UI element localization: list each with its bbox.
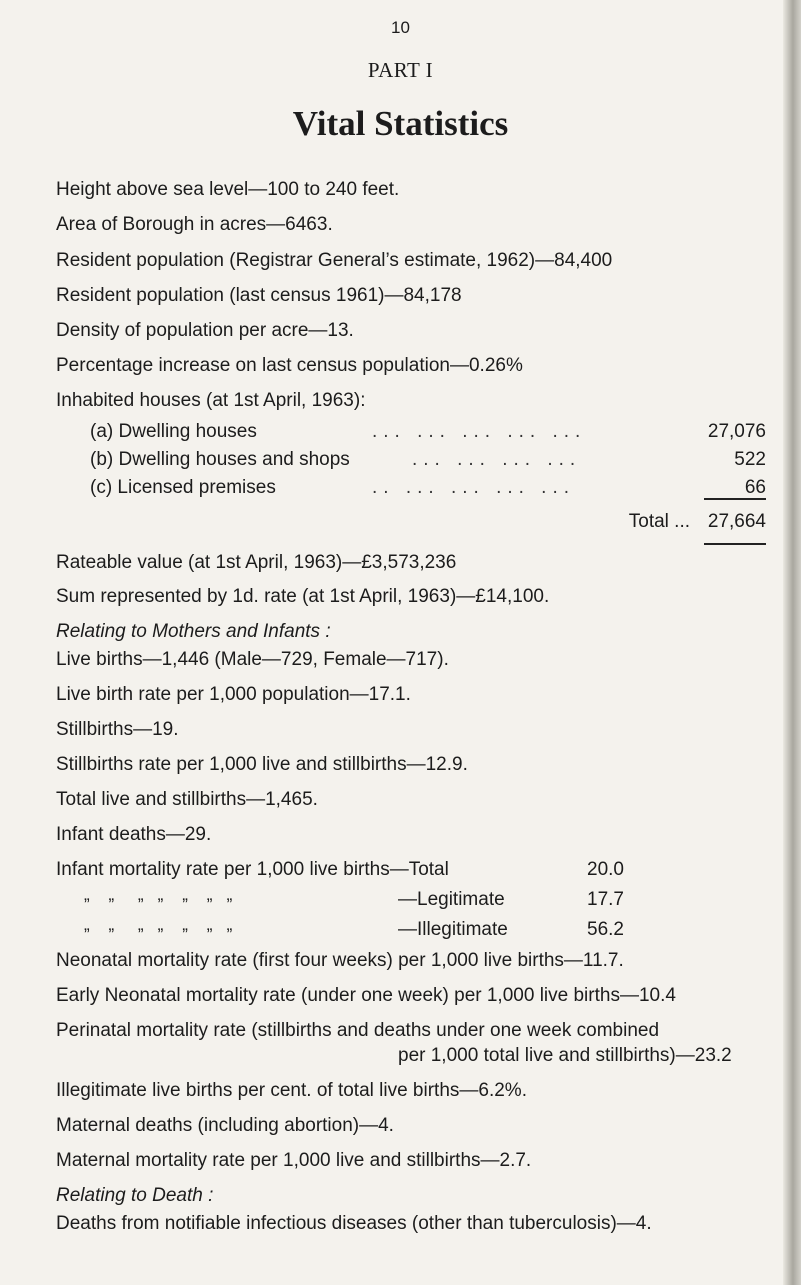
- page-edge-shadow: [783, 0, 801, 1285]
- houses-row-value: 27,076: [707, 421, 766, 442]
- stillbirths-line: Stillbirths—19.: [56, 719, 179, 740]
- subtotal-rule: [704, 498, 766, 500]
- leader-dots: ... ... ... ... ...: [372, 421, 587, 442]
- houses-row-value: 522: [734, 449, 766, 470]
- percentage-increase-line: Percentage increase on last census population—0.26%: [56, 355, 523, 376]
- perinatal-rate-continuation: per 1,000 total live and stillbirths)—23.2: [398, 1045, 732, 1066]
- height-line: Height above sea level—100 to 240 feet.: [56, 179, 400, 200]
- infant-mortality-illegitimate-label: —Illegitimate: [398, 919, 508, 940]
- houses-row-label: (a) Dwelling houses: [90, 421, 257, 442]
- density-line: Density of population per acre—13.: [56, 320, 354, 341]
- leader-dots: .. ... ... ... ...: [372, 477, 576, 498]
- early-neonatal-rate-line: Early Neonatal mortality rate (under one week) per 1,000 live births—10.4: [56, 985, 676, 1006]
- perinatal-rate-line: Perinatal mortality rate (stillbirths and deaths under one week combined: [56, 1020, 660, 1041]
- page-number: 10: [391, 18, 410, 37]
- part-label: PART I: [367, 58, 434, 82]
- mothers-infants-heading: Relating to Mothers and Infants :: [56, 621, 331, 642]
- total-births-line: Total live and stillbirths—1,465.: [56, 789, 318, 810]
- rateable-value-line: Rateable value (at 1st April, 1963)—£3,573,236: [56, 552, 457, 573]
- maternal-deaths-line: Maternal deaths (including abortion)—4.: [56, 1115, 394, 1136]
- houses-row-label: (c) Licensed premises: [90, 477, 276, 498]
- houses-row-label: (b) Dwelling houses and shops: [90, 449, 350, 470]
- page-title: Vital Statistics: [292, 104, 509, 143]
- stillbirth-rate-line: Stillbirths rate per 1,000 live and stillbirths—12.9.: [56, 754, 468, 775]
- infant-mortality-legitimate-label: —Legitimate: [398, 889, 505, 910]
- houses-row-value: 66: [744, 477, 766, 498]
- neonatal-rate-line: Neonatal mortality rate (first four weeks) per 1,000 live births—11.7.: [56, 950, 624, 971]
- total-rule: [704, 543, 766, 545]
- ditto-marks: „ „ „ „ „ „ „: [84, 915, 233, 934]
- illegitimate-births-line: Illegitimate live births per cent. of total live births—6.2%.: [56, 1080, 527, 1101]
- infant-mortality-total-label: Infant mortality rate per 1,000 live births—Total: [56, 859, 449, 880]
- live-birth-rate-line: Live birth rate per 1,000 population—17.1.: [56, 684, 411, 705]
- population-census-line: Resident population (last census 1961)—84,178: [56, 285, 462, 306]
- infant-mortality-legitimate-value: 17.7: [587, 889, 624, 910]
- ditto-marks: „ „ „ „ „ „ „: [84, 885, 233, 904]
- death-heading: Relating to Death :: [56, 1185, 214, 1206]
- live-births-line: Live births—1,446 (Male—729, Female—717).: [56, 649, 449, 670]
- infant-deaths-line: Infant deaths—29.: [56, 824, 212, 845]
- notifiable-diseases-line: Deaths from notifiable infectious diseases (other than tuberculosis)—4.: [56, 1213, 652, 1234]
- infant-mortality-total-value: 20.0: [587, 859, 624, 880]
- maternal-mortality-line: Maternal mortality rate per 1,000 live and stillbirths—2.7.: [56, 1150, 532, 1171]
- inhabited-houses-heading: Inhabited houses (at 1st April, 1963):: [56, 390, 366, 411]
- population-estimate-line: Resident population (Registrar General’s estimate, 1962)—84,400: [56, 250, 613, 271]
- penny-rate-line: Sum represented by 1d. rate (at 1st April, 1963)—£14,100.: [56, 586, 550, 607]
- total-value: 27,664: [707, 511, 766, 532]
- leader-dots: ... ... ... ...: [412, 449, 582, 470]
- area-line: Area of Borough in acres—6463.: [56, 214, 333, 235]
- infant-mortality-illegitimate-value: 56.2: [587, 919, 624, 940]
- total-label: Total ...: [628, 511, 690, 532]
